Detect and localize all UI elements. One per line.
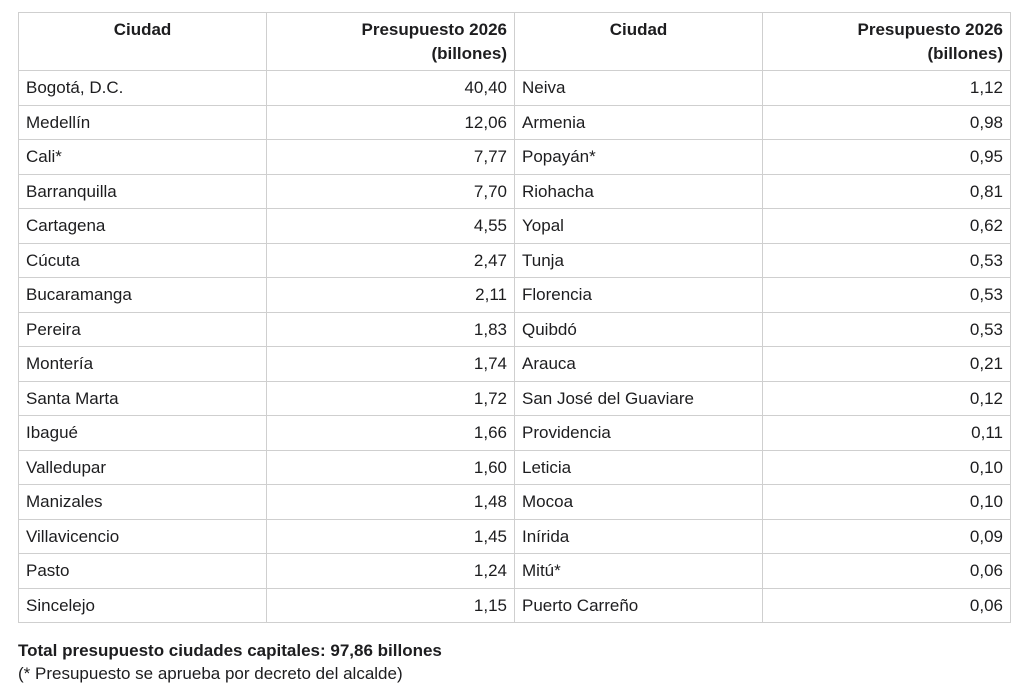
budget-cell-left: 40,40 [267,71,515,106]
table-row [19,416,1011,451]
table-row [19,312,1011,347]
table-row [19,140,1011,175]
city-cell-left: Barranquilla [19,174,267,209]
table-row [19,71,1011,106]
city-cell-right: Popayán* [515,140,763,175]
budget-cell-left: 7,77 [267,140,515,175]
header-city-right: Ciudad [515,13,763,71]
header-city-left: Ciudad [19,13,267,71]
budget-cell-left: 1,60 [267,450,515,485]
table-row [19,519,1011,554]
city-cell-left: Cartagena [19,209,267,244]
city-cell-right: Florencia [515,278,763,313]
city-cell-left: Cúcuta [19,243,267,278]
table-footer [18,639,1010,685]
city-cell-left: Villavicencio [19,519,267,554]
table-body [19,71,1011,623]
city-cell-right: Mocoa [515,485,763,520]
city-cell-right: Armenia [515,105,763,140]
city-cell-right: Puerto Carreño [515,588,763,623]
city-cell-right: Quibdó [515,312,763,347]
table-row [19,209,1011,244]
city-cell-left: Cali* [19,140,267,175]
city-cell-right: Mitú* [515,554,763,589]
table-row [19,554,1011,589]
footnote-text: (* Presupuesto se aprueba por decreto del alcalde) [18,664,403,683]
budget-cell-left: 4,55 [267,209,515,244]
budget-cell-right: 0,11 [763,416,1011,451]
table-row [19,485,1011,520]
budget-cell-right: 0,10 [763,450,1011,485]
budget-cell-left: 12,06 [267,105,515,140]
total-budget-text: Total presupuesto ciudades capitales: 97,86 billones [18,641,442,660]
city-cell-left: Manizales [19,485,267,520]
budget-cell-right: 0,09 [763,519,1011,554]
table-row [19,381,1011,416]
budget-cell-right: 0,12 [763,381,1011,416]
budget-cell-left: 1,45 [267,519,515,554]
header-budget-right-line1: Presupuesto 2026 [857,20,1003,39]
budget-cell-left: 2,11 [267,278,515,313]
budget-cell-right: 0,53 [763,278,1011,313]
budget-cell-right: 0,98 [763,105,1011,140]
budget-table [18,12,1011,623]
city-cell-left: Bucaramanga [19,278,267,313]
table-row [19,347,1011,382]
city-cell-left: Ibagué [19,416,267,451]
budget-cell-left: 7,70 [267,174,515,209]
city-cell-right: San José del Guaviare [515,381,763,416]
budget-cell-right: 0,53 [763,312,1011,347]
header-budget-left-line1: Presupuesto 2026 [361,20,507,39]
budget-cell-right: 0,10 [763,485,1011,520]
city-cell-left: Pereira [19,312,267,347]
budget-cell-right: 0,06 [763,554,1011,589]
city-cell-right: Arauca [515,347,763,382]
budget-document [18,12,1010,685]
budget-cell-right: 0,21 [763,347,1011,382]
budget-cell-left: 1,66 [267,416,515,451]
city-cell-right: Providencia [515,416,763,451]
header-budget-left [267,13,515,71]
budget-cell-right: 0,53 [763,243,1011,278]
budget-cell-right: 0,62 [763,209,1011,244]
header-budget-right-line2: (billones) [927,44,1003,63]
city-cell-right: Yopal [515,209,763,244]
budget-cell-right: 0,06 [763,588,1011,623]
city-cell-left: Sincelejo [19,588,267,623]
table-row [19,450,1011,485]
city-cell-left: Pasto [19,554,267,589]
table-row [19,278,1011,313]
budget-cell-right: 0,81 [763,174,1011,209]
city-cell-right: Neiva [515,71,763,106]
budget-cell-left: 1,74 [267,347,515,382]
city-cell-left: Bogotá, D.C. [19,71,267,106]
city-cell-right: Inírida [515,519,763,554]
header-budget-left-line2: (billones) [431,44,507,63]
table-row [19,105,1011,140]
table-header-row [19,13,1011,71]
budget-cell-right: 1,12 [763,71,1011,106]
table-row [19,243,1011,278]
header-budget-right [763,13,1011,71]
budget-cell-left: 1,72 [267,381,515,416]
budget-cell-left: 1,48 [267,485,515,520]
table-row [19,174,1011,209]
city-cell-left: Valledupar [19,450,267,485]
budget-cell-left: 1,15 [267,588,515,623]
budget-cell-left: 1,83 [267,312,515,347]
city-cell-left: Medellín [19,105,267,140]
city-cell-right: Tunja [515,243,763,278]
city-cell-left: Santa Marta [19,381,267,416]
budget-cell-left: 1,24 [267,554,515,589]
budget-cell-right: 0,95 [763,140,1011,175]
city-cell-right: Riohacha [515,174,763,209]
city-cell-right: Leticia [515,450,763,485]
table-row [19,588,1011,623]
city-cell-left: Montería [19,347,267,382]
budget-cell-left: 2,47 [267,243,515,278]
